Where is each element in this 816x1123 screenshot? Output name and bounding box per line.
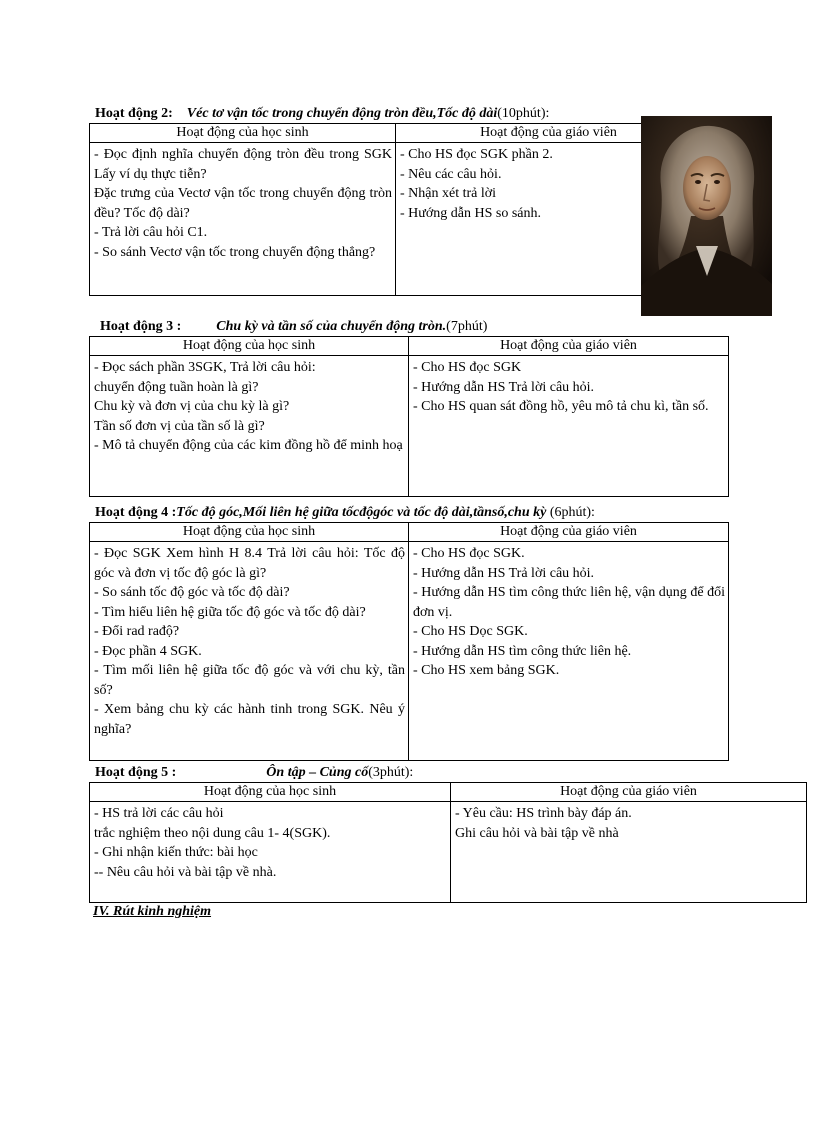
activity2-teacher-line: - Nhận xét trả lời [400,186,497,201]
activity5-teacher-line: - Yêu cầu: HS trình bày đáp án. [455,806,632,821]
activity5-teacher-cell [451,802,807,903]
activity3-student-cell [90,356,409,497]
activity3-duration: (7phút) [446,319,488,334]
activity2-student-line: - Trả lời câu hỏi C1. [94,225,208,240]
activity5-student-line: -- Nêu câu hỏi và bài tập về nhà. [94,864,277,880]
activity4-student-line: - Xem bảng chu kỳ các hành tinh trong SGK. Nêu ý nghĩa? [94,702,405,737]
activity3-label: Hoạt động 3 : [100,319,182,334]
activity3-title: Chu kỳ và tần số của chuyển động tròn. [216,319,447,334]
activity2-teacher-line: - Nêu các câu hỏi. [400,166,502,182]
activity2-student-header: Hoạt động của học sinh [90,124,396,143]
activity2-label: Hoạt động 2: [95,106,173,121]
activity5-student-cell [90,802,451,903]
activity4-student-cell [90,542,409,761]
activity4-heading [95,505,595,521]
activity3-student-line: chuyển động tuần hoàn là gì? [94,379,259,395]
activity2-student-line: - Đọc định nghĩa chuyển động tròn đều trong SGK Lấy ví dụ thực tiễn? [94,147,392,182]
activity3-student-header: Hoạt động của học sinh [90,337,409,356]
activity3-student-line: Chu kỳ và đơn vị của chu kỳ là gì? [94,399,290,414]
activity4-label: Hoạt động 4 : [95,505,177,520]
activity2-student-line: - So sánh Vectơ vận tốc trong chuyển động thẳng? [94,244,376,260]
activity4-student-line: - So sánh tốc độ góc và tốc độ dài? [94,585,290,600]
activity5-title: Ôn tập – Củng cố [266,765,369,780]
activity4-student-line: - Tìm mối liên hệ giữa tốc độ góc và với chu kỳ, tần số? [94,663,405,698]
activity2-teacher-line: - Cho HS đọc SGK phần 2. [400,147,553,162]
portrait-drawing [641,116,772,316]
activity4-teacher-line: - Hướng dẫn HS tìm công thức liên hệ, vận dụng để đổi đơn vị. [413,585,725,620]
activity5-label: Hoạt động 5 : [95,765,177,780]
activity3-teacher-line: - Hướng dẫn HS Trả lời câu hỏi. [413,379,595,395]
activity5-student-header: Hoạt động của học sinh [90,783,451,802]
activity4-student-line: - Đọc phần 4 SGK. [94,643,202,659]
activity5-student-line: - Ghi nhận kiến thức: bài học [94,845,258,860]
activity4-teacher-header: Hoạt động của giáo viên [409,523,729,542]
activity4-table [89,522,729,761]
activity4-teacher-line: - Hướng dẫn HS tìm công thức liên hệ. [413,643,632,659]
activity5-student-line: trắc nghiệm theo nội dung câu 1- 4(SGK). [94,825,331,841]
activity5-teacher-header: Hoạt động của giáo viên [451,783,807,802]
activity3-teacher-line: - Cho HS quan sát đồng hồ, yêu mô tả chu kì, tần số. [413,399,709,414]
activity4-teacher-line: - Cho HS đọc SGK. [413,546,525,561]
activity2-teacher-line: - Hướng dẫn HS so sánh. [400,205,541,221]
activity3-teacher-header: Hoạt động của giáo viên [409,337,729,356]
portrait-image [641,116,772,316]
activity2-duration: (10phút): [497,106,550,121]
activity4-student-line: - Đọc SGK Xem hình H 8.4 Trả lời câu hỏi: Tốc độ góc và đơn vị tốc độ góc là gì? [94,546,405,581]
activity3-heading [100,319,487,335]
activity4-teacher-line: - Hướng dẫn HS Trả lời câu hỏi. [413,565,595,581]
activity4-duration: (6phút): [546,505,595,520]
activity3-student-line: - Đọc sách phần 3SGK, Trả lời câu hỏi: [94,360,316,375]
activity3-student-line: Tần số đơn vị của tần số là gì? [94,418,265,434]
rut-kinh-nghiem-heading: IV. Rút kinh nghiệm [93,904,212,919]
activity4-student-line: - Tìm hiểu liên hệ giữa tốc độ góc và tốc độ dài? [94,604,366,620]
activity4-teacher-cell [409,542,729,761]
activity4-student-line: - Đổi rad rađộ? [94,624,180,639]
activity2-heading [95,106,549,122]
activity5-student-line: - HS trả lời các câu hỏi [94,806,224,821]
activity5-heading [95,765,413,781]
activity2-teacher-header: Hoạt động của giáo viên [396,124,702,143]
activity3-teacher-cell [409,356,729,497]
activity2-title: Véc tơ vận tốc trong chuyển động tròn đều,Tốc độ dài [186,106,498,121]
activity2-student-cell [90,143,396,296]
activity5-duration: (3phút): [368,765,414,780]
activity4-teacher-line: - Cho HS Dọc SGK. [413,624,528,639]
activity5-table [89,782,807,903]
activity3-teacher-line: - Cho HS đọc SGK [413,360,522,375]
activity4-teacher-line: - Cho HS xem bảng SGK. [413,663,560,678]
activity5-teacher-line: Ghi câu hỏi và bài tập về nhà [455,825,619,841]
activity2-table [89,123,702,296]
activity4-title: Tốc độ góc,Mối liên hệ giữa tốcđộgóc và tốc độ dài,tầnsố,chu kỳ [176,505,547,520]
activity2-student-line: Đặc trưng của Vectơ vận tốc trong chuyển động tròn đều? Tốc độ dài? [94,186,392,221]
activity3-table [89,336,729,497]
activity3-student-line: - Mô tả chuyển động của các kim đồng hồ để minh hoạ [94,438,403,453]
activity4-student-header: Hoạt động của học sinh [90,523,409,542]
